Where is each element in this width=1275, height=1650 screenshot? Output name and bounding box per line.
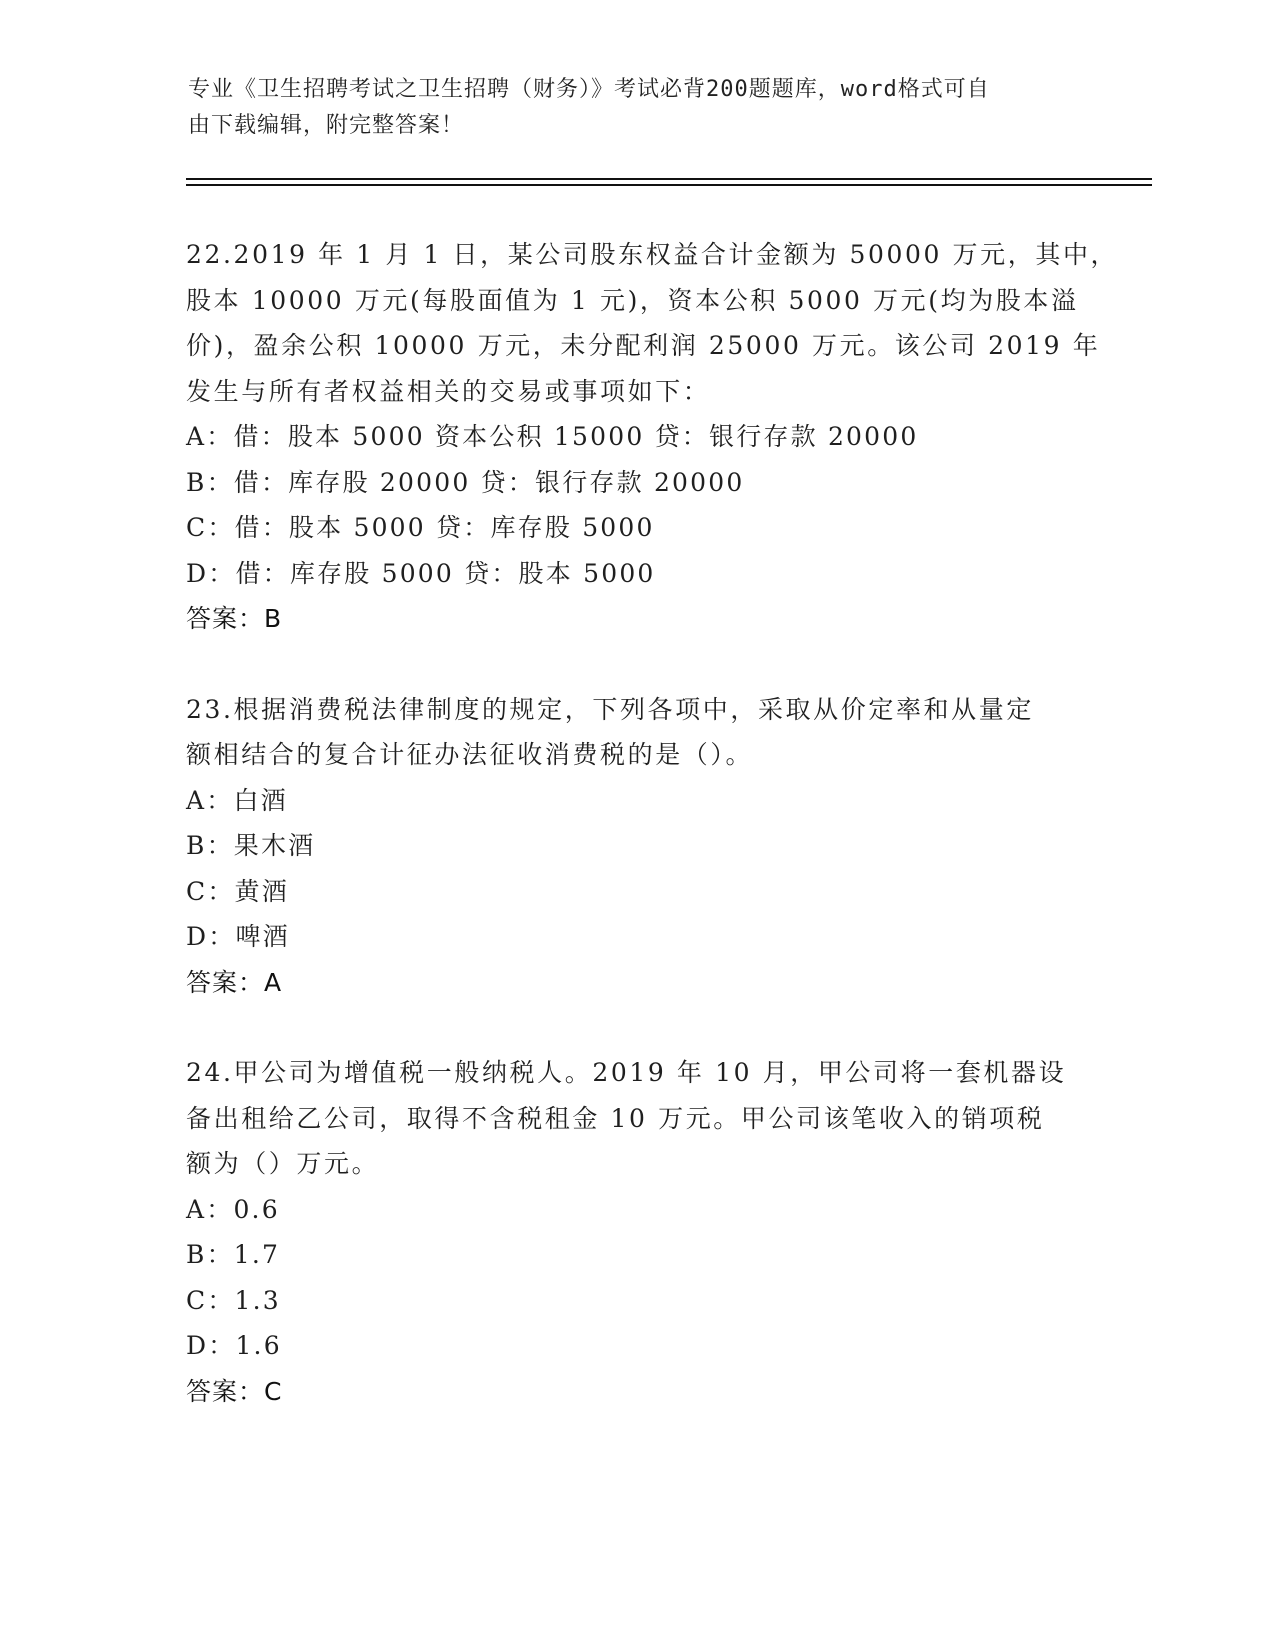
option-a: A：0.6 (186, 1194, 280, 1224)
question-stem (186, 687, 1086, 778)
stem-line: 发生与所有者权益相关的交易或事项如下： (186, 376, 711, 406)
header-line-2: 由下载编辑，附完整答案！ (188, 113, 465, 138)
option-b: B：果木酒 (186, 831, 316, 860)
stem-line: 额为（）万元。 (186, 1149, 380, 1178)
option-d: D：啤酒 (186, 922, 290, 951)
stem-line: 价)，盈余公积 10000 万元，未分配利润 25000 万元。该公司 2019 年 (186, 331, 1101, 360)
option-b: B：1.7 (186, 1240, 281, 1269)
option-b: B：借：库存股 20000 贷：银行存款 20000 (186, 467, 745, 497)
stem-line: 股本 10000 万元(每股面值为 1 元)，资本公积 5000 万元(均为股本溢 (186, 285, 1079, 315)
stem-line: 24.甲公司为增值税一般纳税人。2019 年 10 月，甲公司将一套机器设 (186, 1058, 1067, 1087)
answer-label: 答案：B (186, 604, 283, 633)
option-a: A：白酒 (186, 785, 288, 815)
question-stem (186, 1050, 1086, 1187)
option-d: D：1.6 (186, 1331, 282, 1360)
option-c: C：借：股本 5000 贷：库存股 5000 (186, 513, 655, 542)
option-c: C：黄酒 (186, 876, 289, 906)
option-c: C：1.3 (186, 1285, 281, 1315)
question-22 (186, 232, 1119, 642)
answer-label: 答案：C (186, 1376, 283, 1406)
question-list (186, 232, 1119, 1459)
question-23 (186, 687, 1086, 1006)
option-d: D：借：库存股 5000 贷：股本 5000 (186, 558, 656, 588)
header-divider-bottom (186, 184, 1152, 186)
stem-line: 备出租给乙公司，取得不含税租金 10 万元。甲公司该笔收入的销项税 (186, 1103, 1045, 1133)
stem-line: 22.2019 年 1 月 1 日，某公司股东权益合计金额为 50000 万元，其中， (186, 240, 1119, 269)
header-line-1: 专业《卫生招聘考试之卫生招聘（财务）》考试必背200题题库，word格式可自 (188, 77, 990, 102)
question-24 (186, 1050, 1086, 1414)
option-a: A：借：股本 5000 资本公积 15000 贷：银行存款 20000 (186, 422, 919, 451)
header-divider-top (186, 178, 1152, 180)
stem-line: 23.根据消费税法律制度的规定，下列各项中，采取从价定率和从量定 (186, 694, 1034, 724)
answer-label: 答案：A (186, 967, 283, 997)
document-header (188, 72, 1088, 144)
question-stem (186, 232, 1119, 414)
stem-line: 额相结合的复合计征办法征收消费税的是（）。 (186, 740, 754, 769)
